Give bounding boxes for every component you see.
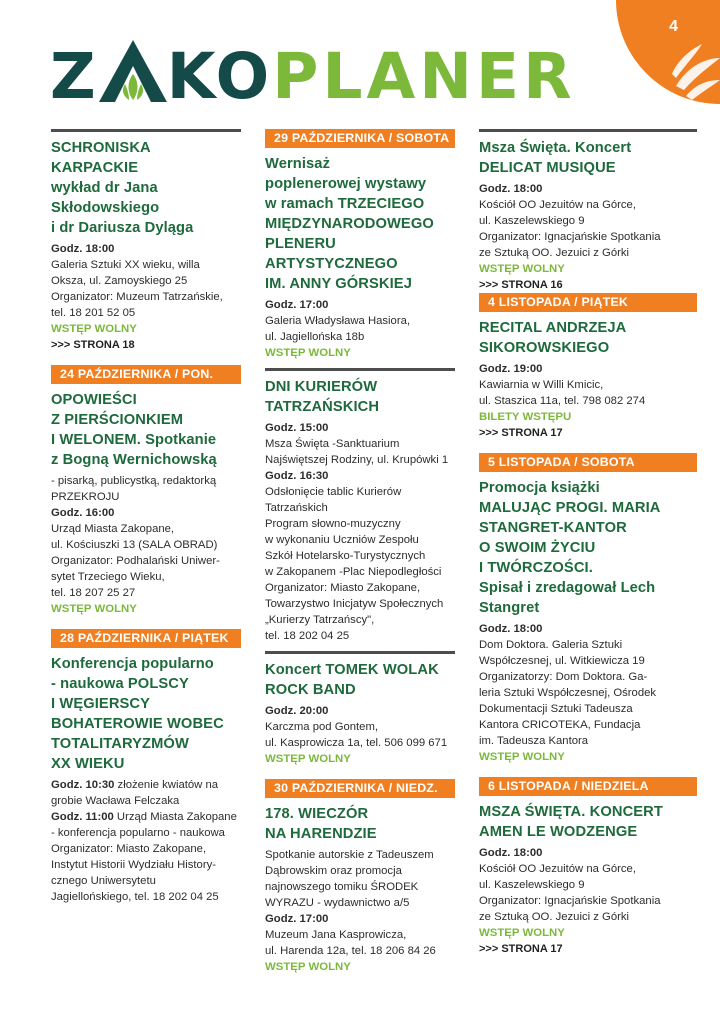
event-title-line: TOTALITARYZMÓW [51, 736, 189, 752]
event-detail-line: Godz. 10:30 złożenie kwiatów na [51, 779, 219, 791]
event-title [265, 377, 455, 417]
event-title-line: TATRZAŃSKICH [265, 399, 380, 415]
event-details [479, 845, 697, 925]
event-time: Godz. 17:00 [265, 299, 329, 311]
event-time: Godz. 20:00 [265, 705, 329, 717]
event-detail-line: Spotkanie autorskie z Tadeuszem [265, 849, 434, 861]
event-detail-line: Program słowno-muzyczny [265, 518, 401, 530]
event-detail-line: ze Sztuką OO. Jezuici z Górki [479, 911, 630, 923]
event-title [51, 654, 241, 774]
event-title-line: w ramach TRZECIEGO [265, 196, 425, 212]
event-title-line: Promocja książki [479, 480, 600, 496]
event-detail-line: Dąbrowskim oraz promocja [265, 865, 402, 877]
event-title [51, 138, 241, 238]
event-title-line: DELICAT MUSIQUE [479, 160, 616, 176]
event-title [51, 390, 241, 470]
event-detail-line: Jagiellońskiego, tel. 18 202 04 25 [51, 891, 219, 903]
event-detail-line: Kantora CRICOTEKA, Fundacja [479, 719, 641, 731]
event-title [479, 478, 697, 618]
page-corner-decoration [616, 0, 720, 104]
event-time: Godz. 16:30 [265, 470, 329, 482]
event-detail-line: Organizator: Ignacjańskie Spotkania [479, 231, 661, 243]
event-detail-line: Współczesnej, ul. Witkiewicza 19 [479, 655, 645, 667]
event-detail-line: Urząd Miasta Zakopane, [51, 523, 175, 535]
event-detail-line: Organizator: Miasto Zakopane, [51, 843, 207, 855]
event-title-line: SCHRONISKA KARPACKIE [51, 140, 151, 176]
event-details [479, 181, 697, 261]
event-detail-line: - pisarką, publicystką, redaktorką [51, 475, 217, 487]
event-title-line: AMEN LE WODZENGE [479, 824, 638, 840]
entry-info: BILETY WSTĘPU [479, 411, 572, 423]
event-detail-line: - konferencja popularno - naukowa [51, 827, 225, 839]
date-header: 28 PAŹDZIERNIKA / PIĄTEK [51, 629, 241, 648]
event-time: Godz. 16:00 [51, 507, 115, 519]
event-detail-line: Organizatorzy: Dom Doktora. Ga- [479, 671, 648, 683]
event-title-line: MALUJĄC PROGI. MARIA [479, 500, 661, 516]
events-column-3 [479, 129, 697, 957]
section-rule [265, 368, 455, 371]
event-detail-line: Kościół OO Jezuitów na Górce, [479, 863, 636, 875]
event-detail-line: im. Tadeusza Kantora [479, 735, 589, 747]
event-detail-line: Kawiarnia w Willi Kmicic, [479, 379, 604, 391]
event-detail-line: grobie Wacława Felczaka [51, 795, 180, 807]
event-title-line: 178. WIECZÓR [265, 806, 369, 822]
event-time: Godz. 19:00 [479, 363, 543, 375]
events-column-2 [265, 129, 455, 975]
event-details [51, 825, 241, 905]
page-reference: >>> STRONA 18 [51, 339, 135, 351]
event-time: Godz. 18:00 [51, 243, 115, 255]
event-title-line: I WELONEM. Spotkanie [51, 432, 217, 448]
event-title-line: poplenerowej wystawy [265, 176, 427, 192]
event-detail-line: najnowszego tomiku ŚRODEK [265, 881, 419, 893]
event-details [265, 703, 455, 751]
event-details [265, 420, 455, 644]
event-detail-line: Oksza, ul. Zamoyskiego 25 [51, 275, 188, 287]
event-time: Godz. 17:00 [265, 913, 329, 925]
entry-info: WSTĘP WOLNY [51, 323, 137, 335]
entry-info: WSTĘP WOLNY [51, 603, 137, 615]
date-header: 6 LISTOPADA / NIEDZIELA [479, 777, 697, 796]
event-title [479, 802, 697, 842]
entry-info: WSTĘP WOLNY [479, 927, 565, 939]
event-detail-line: ul. Kaszelewskiego 9 [479, 215, 585, 227]
event-detail-line: „Kurierzy Tatrzańscy", [265, 614, 375, 626]
event-detail-line: ul. Staszica 11a, tel. 798 082 274 [479, 395, 646, 407]
entry-info: WSTĘP WOLNY [265, 753, 351, 765]
event-detail-line: ul. Kościuszki 13 (SALA OBRAD) [51, 539, 218, 551]
event-title-line: XX WIEKU [51, 756, 125, 772]
event-title-line: SIKOROWSKIEGO [479, 340, 610, 356]
event-detail-line: tel. 18 207 25 27 [51, 587, 136, 599]
event-title-line: Konferencja popularno [51, 656, 214, 672]
date-header: 30 PAŹDZIERNIKA / NIEDZ. [265, 779, 455, 798]
entry-info: WSTĘP WOLNY [479, 263, 565, 275]
event-detail-line: ul. Jagiellońska 18b [265, 331, 365, 343]
event-title-line: Msza Święta. Koncert [479, 140, 632, 156]
event-title-line: PLENERU [265, 236, 336, 252]
event-title-line: - naukowa POLSCY [51, 676, 189, 692]
event-detail-line: Godz. 11:00 Urząd Miasta Zakopane [51, 811, 237, 823]
date-header: 24 PAŹDZIERNIKA / PON. [51, 365, 241, 384]
entry-info: WSTĘP WOLNY [265, 961, 351, 973]
events-column-1 [51, 129, 241, 905]
event-detail-line: tel. 18 201 52 05 [51, 307, 136, 319]
event-time: Godz. 18:00 [479, 847, 543, 859]
event-title-line: ARTYSTYCZNEGO [265, 256, 398, 272]
event-detail-line: Organizator: Ignacjańskie Spotkania [479, 895, 661, 907]
event-detail-line: w Zakopanem -Plac Niepodległości [265, 566, 442, 578]
event-title-line: wykład dr Jana [51, 180, 158, 196]
event-detail-line: leria Sztuki Współczesnej, Ośrodek [479, 687, 657, 699]
event-title-line: I WĘGIERSCY [51, 696, 151, 712]
event-title-line: I TWÓRCZOŚCI. [479, 560, 593, 576]
event-detail-line: w wykonaniu Uczniów Zespołu [265, 534, 419, 546]
mountain-a-logo-icon [99, 40, 167, 102]
event-title-line: MSZA ŚWIĘTA. KONCERT [479, 804, 663, 820]
event-title [265, 660, 455, 700]
event-time: Godz. 18:00 [479, 183, 543, 195]
event-detail-line: Kościół OO Jezuitów na Górce, [479, 199, 636, 211]
event-detail-line: Organizator: Muzeum Tatrzańskie, [51, 291, 223, 303]
event-detail-line: Karczma pod Gontem, [265, 721, 379, 733]
event-details [479, 361, 697, 409]
event-title [265, 154, 455, 294]
event-title-line: OPOWIEŚCI [51, 392, 137, 408]
event-title-line: i dr Dariusza Dyląga [51, 220, 194, 236]
event-details [265, 847, 455, 959]
event-title-line: STANGRET-KANTOR [479, 520, 627, 536]
page-reference: >>> STRONA 17 [479, 943, 563, 955]
section-rule [51, 129, 241, 132]
page-reference: >>> STRONA 16 [479, 279, 563, 291]
event-title-line: Spisał i zredagował Lech [479, 580, 656, 596]
event-detail-line: ul. Kasprowicza 1a, tel. 506 099 671 [265, 737, 448, 749]
date-header: 4 LISTOPADA / PIĄTEK [479, 293, 697, 312]
event-detail-line: Odsłonięcie tablic Kurierów [265, 486, 402, 498]
event-title-line: NA HARENDZIE [265, 826, 377, 842]
event-title-line: Wernisaż [265, 156, 331, 172]
event-detail-line: cznego Uniwersytetu [51, 875, 156, 887]
event-detail-line: Muzeum Jana Kasprowicza, [265, 929, 407, 941]
zakoplaner-logo: Z KOPLANER [50, 40, 576, 113]
event-detail-line: Galeria Sztuki XX wieku, willa [51, 259, 200, 271]
event-detail-line: sytet Trzeciego Wieku, [51, 571, 165, 583]
event-title-line: IM. ANNY GÓRSKIEJ [265, 276, 412, 292]
event-detail-line: Organizator: Podhalański Uniwer- [51, 555, 220, 567]
event-title-line: BOHATEROWIE WOBEC [51, 716, 224, 732]
event-time: Godz. 18:00 [479, 623, 543, 635]
event-detail-line: Najświętszej Rodziny, ul. Krupówki 1 [265, 454, 449, 466]
event-title [265, 804, 455, 844]
entry-info: WSTĘP WOLNY [479, 751, 565, 763]
event-detail-line: Organizator: Miasto Zakopane, [265, 582, 421, 594]
event-title-line: O SWOIM ŻYCIU [479, 540, 596, 556]
event-detail-line: ul. Kaszelewskiego 9 [479, 879, 585, 891]
event-detail-line: Tatrzańskich [265, 502, 328, 514]
event-detail-line: Szkół Hotelarsko-Turystycznych [265, 550, 426, 562]
event-detail-line: WYRAZU - wydawnictwo a/5 [265, 897, 410, 909]
event-detail-line: ul. Harenda 12a, tel. 18 206 84 26 [265, 945, 436, 957]
event-title-line: Skłodowskiego [51, 200, 160, 216]
event-details [265, 297, 455, 345]
event-detail-line: Dokumentacji Sztuki Tadeusza [479, 703, 633, 715]
event-title-line: Stangret [479, 600, 540, 616]
event-title-line: Z PIERŚCIONKIEM [51, 412, 184, 428]
entry-info: WSTĘP WOLNY [265, 347, 351, 359]
event-title-line: z Bogną Wernichowską [51, 452, 217, 468]
event-detail-line: PRZEKROJU [51, 491, 120, 503]
event-detail-line: tel. 18 202 04 25 [265, 630, 350, 642]
event-title-line: Koncert TOMEK WOLAK [265, 662, 439, 678]
date-header: 29 PAŹDZIERNIKA / SOBOTA [265, 129, 455, 148]
event-details [479, 621, 697, 749]
date-header: 5 LISTOPADA / SOBOTA [479, 453, 697, 472]
event-detail-line: ze Sztuką OO. Jezuici z Górki [479, 247, 630, 259]
event-detail-line: Instytut Historii Wydziału History- [51, 859, 216, 871]
section-rule [265, 651, 455, 654]
event-title-line: RECITAL ANDRZEJA [479, 320, 627, 336]
event-detail-line: Dom Doktora. Galeria Sztuki [479, 639, 623, 651]
event-time: Godz. 15:00 [265, 422, 329, 434]
event-detail-line: Msza Święta -Sanktuarium [265, 438, 400, 450]
page-reference: >>> STRONA 17 [479, 427, 563, 439]
event-details [51, 473, 241, 601]
event-detail-line: Galeria Władysława Hasiora, [265, 315, 411, 327]
page-number: 4 [669, 18, 678, 35]
event-title-line: MIĘDZYNARODOWEGO [265, 216, 434, 232]
event-details [51, 241, 241, 321]
event-title-line: ROCK BAND [265, 682, 356, 698]
section-rule [479, 129, 697, 132]
event-title [479, 318, 697, 358]
event-title [479, 138, 697, 178]
event-detail-line: Towarzystwo Inicjatyw Społecznych [265, 598, 444, 610]
event-title-line: DNI KURIERÓW [265, 379, 378, 395]
